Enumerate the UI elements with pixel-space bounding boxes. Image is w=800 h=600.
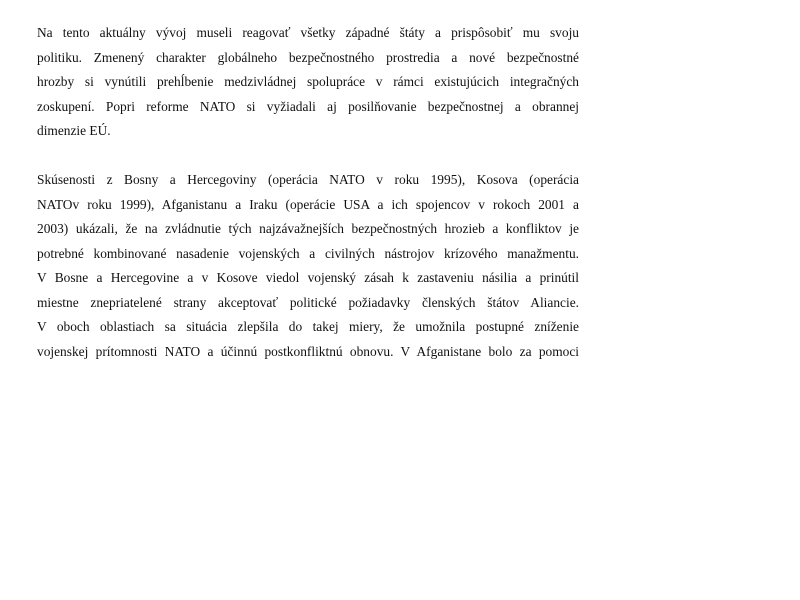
paragraph-spacer — [37, 144, 579, 169]
text-line: dimenzie EÚ. — [37, 123, 111, 138]
text-line: hrozby si vynútili prehĺbenie medzivládnej spolupráce v rámci existujúcich integračných — [37, 74, 579, 89]
text-line: Na tento aktuálny vývoj museli reagovať všetky západné štáty a prispôsobiť mu svoju — [37, 25, 579, 40]
text-line: NATOv roku 1999), Afganistanu a Iraku (operácie USA a ich spojencov v rokoch 2001 a — [37, 196, 579, 212]
paragraph-2 — [37, 168, 579, 364]
text-line: politiku. Zmenený charakter globálneho bezpečnostného prostredia a nové bezpečnostné — [37, 49, 579, 65]
text-line: vojenskej prítomnosti NATO a účinnú postkonfliktnú obnovu. V Afganistane bolo za pomoci — [37, 343, 579, 359]
text-line: V Bosne a Hercegovine a v Kosove viedol vojenský zásah k zastaveniu násilia a prinútil — [37, 270, 579, 285]
document-page — [37, 21, 579, 364]
text-line: V oboch oblastiach sa situácia zlepšila do takej miery, že umožnila postupné zníženie — [37, 319, 579, 334]
text-line: 2003) ukázali, že na zvládnutie tých najzávažnejších bezpečnostných hrozieb a konfliktov je — [37, 221, 579, 236]
text-line: Skúsenosti z Bosny a Hercegoviny (operácia NATO v roku 1995), Kosova (operácia — [37, 172, 579, 187]
text-line: zoskupení. Popri reforme NATO si vyžiadali aj posilňovanie bezpečnostnej a obrannej — [37, 98, 579, 114]
text-line: miestne znepriatelené strany akceptovať politické požiadavky členských štátov Aliancie. — [37, 294, 579, 310]
text-line: potrebné kombinované nasadenie vojenských a civilných nástrojov krízového manažmentu. — [37, 245, 579, 261]
paragraph-1 — [37, 21, 579, 144]
